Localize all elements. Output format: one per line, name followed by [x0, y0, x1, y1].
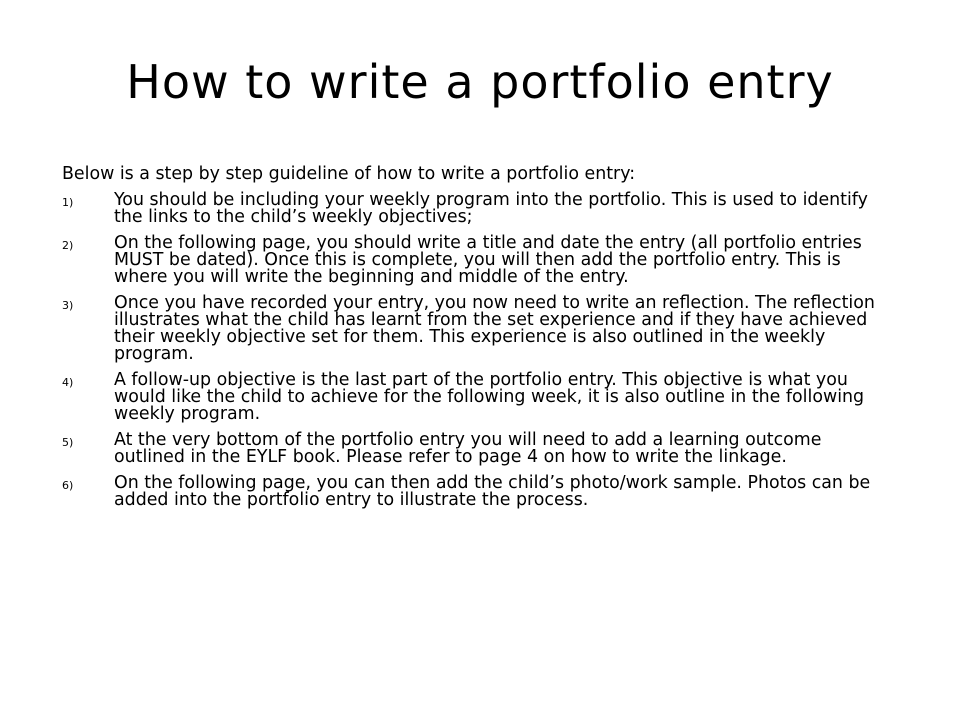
step-text: Once you have recorded your entry, you now need to write an reflection. The reflection illustrates what the child has learnt from the set experience and if they have achieved their weekly objective set for them. This experience is also outlined in the weekly program.	[114, 293, 875, 364]
slide-body	[62, 166, 882, 518]
intro-text: Below is a step by step guideline of how to write a portfolio entry:	[62, 164, 636, 184]
step-item	[62, 372, 882, 423]
step-text: On the following page, you can then add the child’s photo/work sample. Photos can be added into the portfolio entry to illustrate the process.	[114, 473, 871, 510]
step-number: 4)	[62, 376, 74, 389]
step-item	[62, 432, 882, 466]
step-number: 3)	[62, 299, 74, 312]
step-text: On the following page, you should write a title and date the entry (all portfolio entries MUST be dated). Once this is complete, you will then add the portfolio entry. This is where you will write the beginning and middle of the entry.	[114, 233, 862, 287]
step-item	[62, 475, 882, 509]
step-item	[62, 295, 882, 363]
step-number: 6)	[62, 479, 74, 492]
step-number: 1)	[62, 196, 74, 209]
slide-title: How to write a portfolio entry	[126, 55, 834, 109]
step-number: 5)	[62, 436, 74, 449]
step-item	[62, 235, 882, 286]
step-text: You should be including your weekly program into the portfolio. This is used to identify the links to the child’s weekly objectives;	[114, 190, 868, 227]
step-item	[62, 192, 882, 226]
step-text: At the very bottom of the portfolio entry you will need to add a learning outcome outlined in the EYLF book. Please refer to page 4 on how to write the linkage.	[114, 430, 822, 467]
step-number: 2)	[62, 239, 74, 252]
step-text: A follow-up objective is the last part of the portfolio entry. This objective is what you would like the child to achieve for the following week, it is also outline in the following weekly program.	[114, 370, 865, 424]
steps-list	[62, 192, 882, 509]
